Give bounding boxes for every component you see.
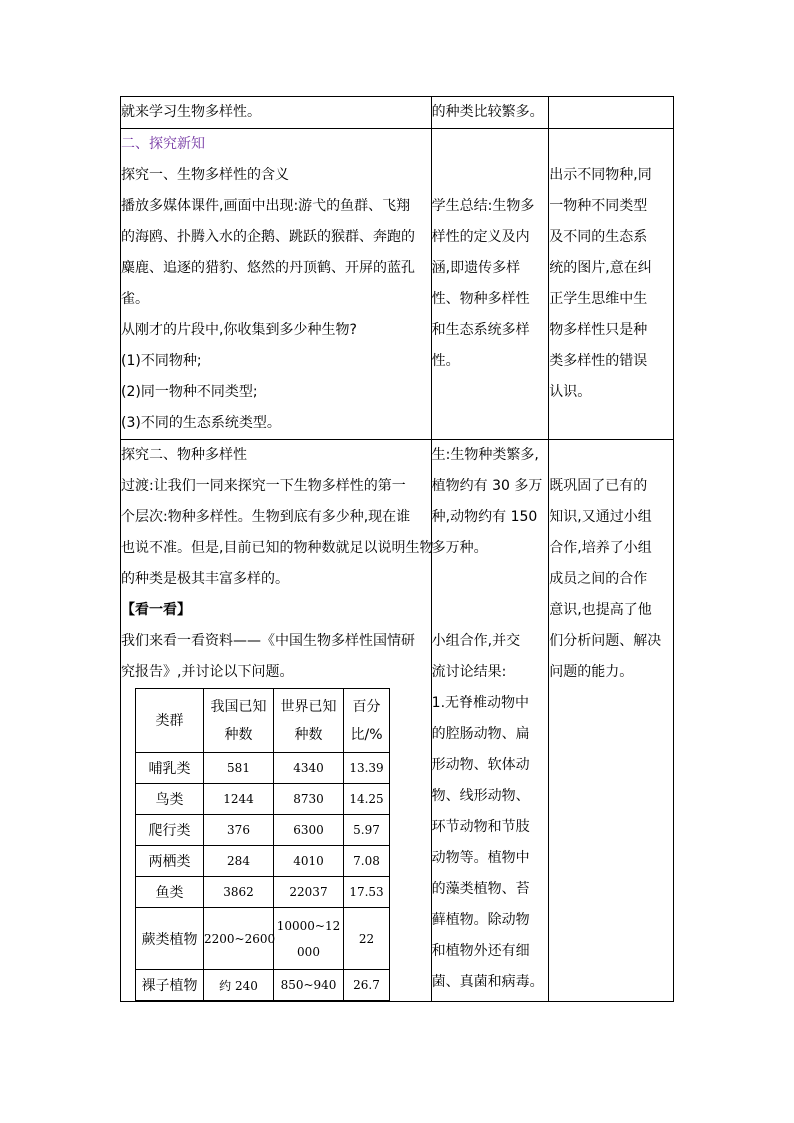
text-line: 植物约有 30 多万 — [431, 478, 543, 494]
species-table-row — [136, 877, 390, 908]
text-line: 的腔肠动物、扁 — [431, 726, 530, 742]
species-table-cell: 13.39 — [344, 753, 390, 784]
species-table-header-cell: 世界已知种数 — [274, 689, 344, 753]
text-line — [432, 595, 549, 626]
text-line: 性。 — [431, 353, 460, 369]
student-activity-cell — [431, 97, 549, 129]
species-table-header-cell: 我国已知种数 — [204, 689, 274, 753]
text-line: 过渡:让我们一同来探究一下生物多样性的第一 — [121, 478, 406, 494]
text-line: 究报告》,并讨论以下问题。 — [121, 664, 294, 680]
species-table-cell: 376 — [204, 815, 274, 846]
text-line: 物多样性只是种 — [549, 322, 648, 338]
species-table-cell: 3862 — [204, 877, 274, 908]
species-table-row — [136, 846, 390, 877]
species-table-cell: 鸟类 — [136, 784, 204, 815]
text-line: 环节动物和节肢 — [431, 819, 530, 835]
species-table-row — [136, 908, 390, 970]
species-data-table — [135, 688, 390, 1001]
text-line: (2)同一物种不同类型; — [121, 384, 258, 400]
text-line: 问题的能力。 — [549, 664, 634, 680]
text-line: 既巩固了已有的 — [549, 478, 648, 494]
teacher-activity-cell — [121, 97, 432, 129]
text-line: 从刚才的片段中,你收集到多少种生物? — [121, 322, 357, 338]
species-table-cell: 6300 — [274, 815, 344, 846]
text-line: 动物等。植物中 — [431, 850, 530, 866]
species-table-cell: 哺乳类 — [136, 753, 204, 784]
species-table-row — [136, 784, 390, 815]
species-table-row — [136, 753, 390, 784]
species-table-cell: 850~940 — [274, 970, 344, 1001]
text-line: (3)不同的生态系统类型。 — [121, 415, 281, 431]
table-row — [121, 440, 674, 1002]
text-line: 菌、真菌和病毒。 — [431, 974, 544, 990]
design-intent-cell — [549, 129, 674, 440]
text-line: 及不同的生态系 — [549, 229, 648, 245]
text-line: 1.无脊椎动物中 — [431, 695, 530, 711]
species-table-cell: 26.7 — [344, 970, 390, 1001]
species-table-cell: 581 — [204, 753, 274, 784]
text-line: 出示不同物种,同 — [549, 167, 652, 183]
species-table-row — [136, 815, 390, 846]
table-row — [121, 97, 674, 129]
lesson-plan-table — [120, 96, 674, 1002]
text-line: 正学生思维中生 — [549, 291, 648, 307]
teacher-activity-cell — [121, 440, 432, 1002]
text-line: 意识,也提高了他 — [549, 602, 652, 618]
species-table-header-cell: 类群 — [136, 689, 204, 753]
teacher-activity-cell — [121, 129, 432, 440]
text-line: 类多样性的错误 — [549, 353, 648, 369]
text-line: 个层次:物种多样性。生物到底有多少种,现在谁 — [121, 509, 411, 525]
text-line: 小组合作,并交 — [431, 633, 521, 649]
text-line: 的种类是极其丰富多样的。 — [121, 571, 289, 587]
text-line: 探究二、物种多样性 — [121, 447, 247, 463]
design-intent-cell — [549, 440, 674, 1002]
text-line: 们分析问题、解决 — [549, 633, 662, 649]
species-table-cell: 2200~2600 — [204, 908, 274, 970]
text-line: 一物种不同类型 — [549, 198, 648, 214]
species-table-cell: 4340 — [274, 753, 344, 784]
text-line: 合作,培养了小组 — [549, 540, 652, 556]
text-line: 认识。 — [549, 384, 592, 400]
species-table-cell: 两栖类 — [136, 846, 204, 877]
species-table-cell: 蕨类植物 — [136, 908, 204, 970]
species-table-cell: 8730 — [274, 784, 344, 815]
text-line: 生:生物种类繁多, — [431, 447, 539, 463]
species-table-cell: 约 240 — [204, 970, 274, 1001]
text-line: 播放多媒体课件,画面中出现:游弋的鱼群、飞翔 — [121, 198, 411, 214]
text-line: 和生态系统多样 — [431, 322, 530, 338]
text-line: 也说不准。但是,目前已知的物种数就足以说明生物 — [121, 540, 434, 556]
species-table-cell: 10000~12000 — [274, 908, 344, 970]
species-table-cell: 17.53 — [344, 877, 390, 908]
species-table-cell: 鱼类 — [136, 877, 204, 908]
text-line: 样性的定义及内 — [431, 229, 530, 245]
student-activity-cell — [431, 440, 549, 1002]
text-line: 的海鸥、扑腾入水的企鹅、跳跃的猴群、奔跑的 — [121, 229, 415, 245]
species-table-cell: 1244 — [204, 784, 274, 815]
design-intent-cell — [549, 97, 674, 129]
text-line: 学生总结:生物多 — [431, 198, 535, 214]
species-table-row — [136, 970, 390, 1001]
text-line: 麋鹿、追逐的猎豹、悠然的丹顶鹤、开屏的蓝孔 — [121, 260, 415, 276]
text-line: 多万种。 — [431, 540, 488, 556]
text-line: 雀。 — [121, 291, 149, 307]
text-line: 和植物外还有细 — [431, 943, 530, 959]
text-line: 流讨论结果: — [431, 664, 507, 680]
text-line: 的藻类植物、苔 — [431, 881, 530, 897]
species-table-cell: 7.08 — [344, 846, 390, 877]
text-line: 成员之间的合作 — [549, 571, 648, 587]
text-line: 涵,即遗传多样 — [431, 260, 521, 276]
species-table-cell: 裸子植物 — [136, 970, 204, 1001]
text-line: 我们来看一看资料——《中国生物多样性国情研 — [121, 633, 415, 649]
look-heading: 【看一看】 — [121, 602, 191, 618]
species-table-cell: 5.97 — [344, 815, 390, 846]
text-line: 知识,又通过小组 — [549, 509, 652, 525]
text-line — [432, 564, 549, 595]
species-table-cell: 14.25 — [344, 784, 390, 815]
species-table-header-row — [136, 689, 390, 753]
species-table-cell: 爬行类 — [136, 815, 204, 846]
species-table-cell: 284 — [204, 846, 274, 877]
text-line: 种,动物约有 150 — [431, 509, 538, 525]
text-line: 统的图片,意在纠 — [549, 260, 652, 276]
species-table-cell: 22 — [344, 908, 390, 970]
text-line: 的种类比较繁多。 — [431, 104, 544, 120]
text-line — [549, 440, 673, 471]
text-line: 就来学习生物多样性。 — [121, 104, 261, 120]
table-row — [121, 129, 674, 440]
text-line: 性、物种多样性 — [431, 291, 530, 307]
text-line: 形动物、软体动 — [431, 757, 530, 773]
species-table-cell: 22037 — [274, 877, 344, 908]
text-line: 物、线形动物、 — [431, 788, 530, 804]
student-activity-cell — [431, 129, 549, 440]
section-heading: 二、探究新知 — [121, 136, 205, 152]
text-line: 探究一、生物多样性的含义 — [121, 167, 289, 183]
species-table-header-cell: 百分比/% — [344, 689, 390, 753]
text-line: (1)不同物种; — [121, 353, 202, 369]
text-line: 藓植物。除动物 — [431, 912, 530, 928]
species-table-cell: 4010 — [274, 846, 344, 877]
